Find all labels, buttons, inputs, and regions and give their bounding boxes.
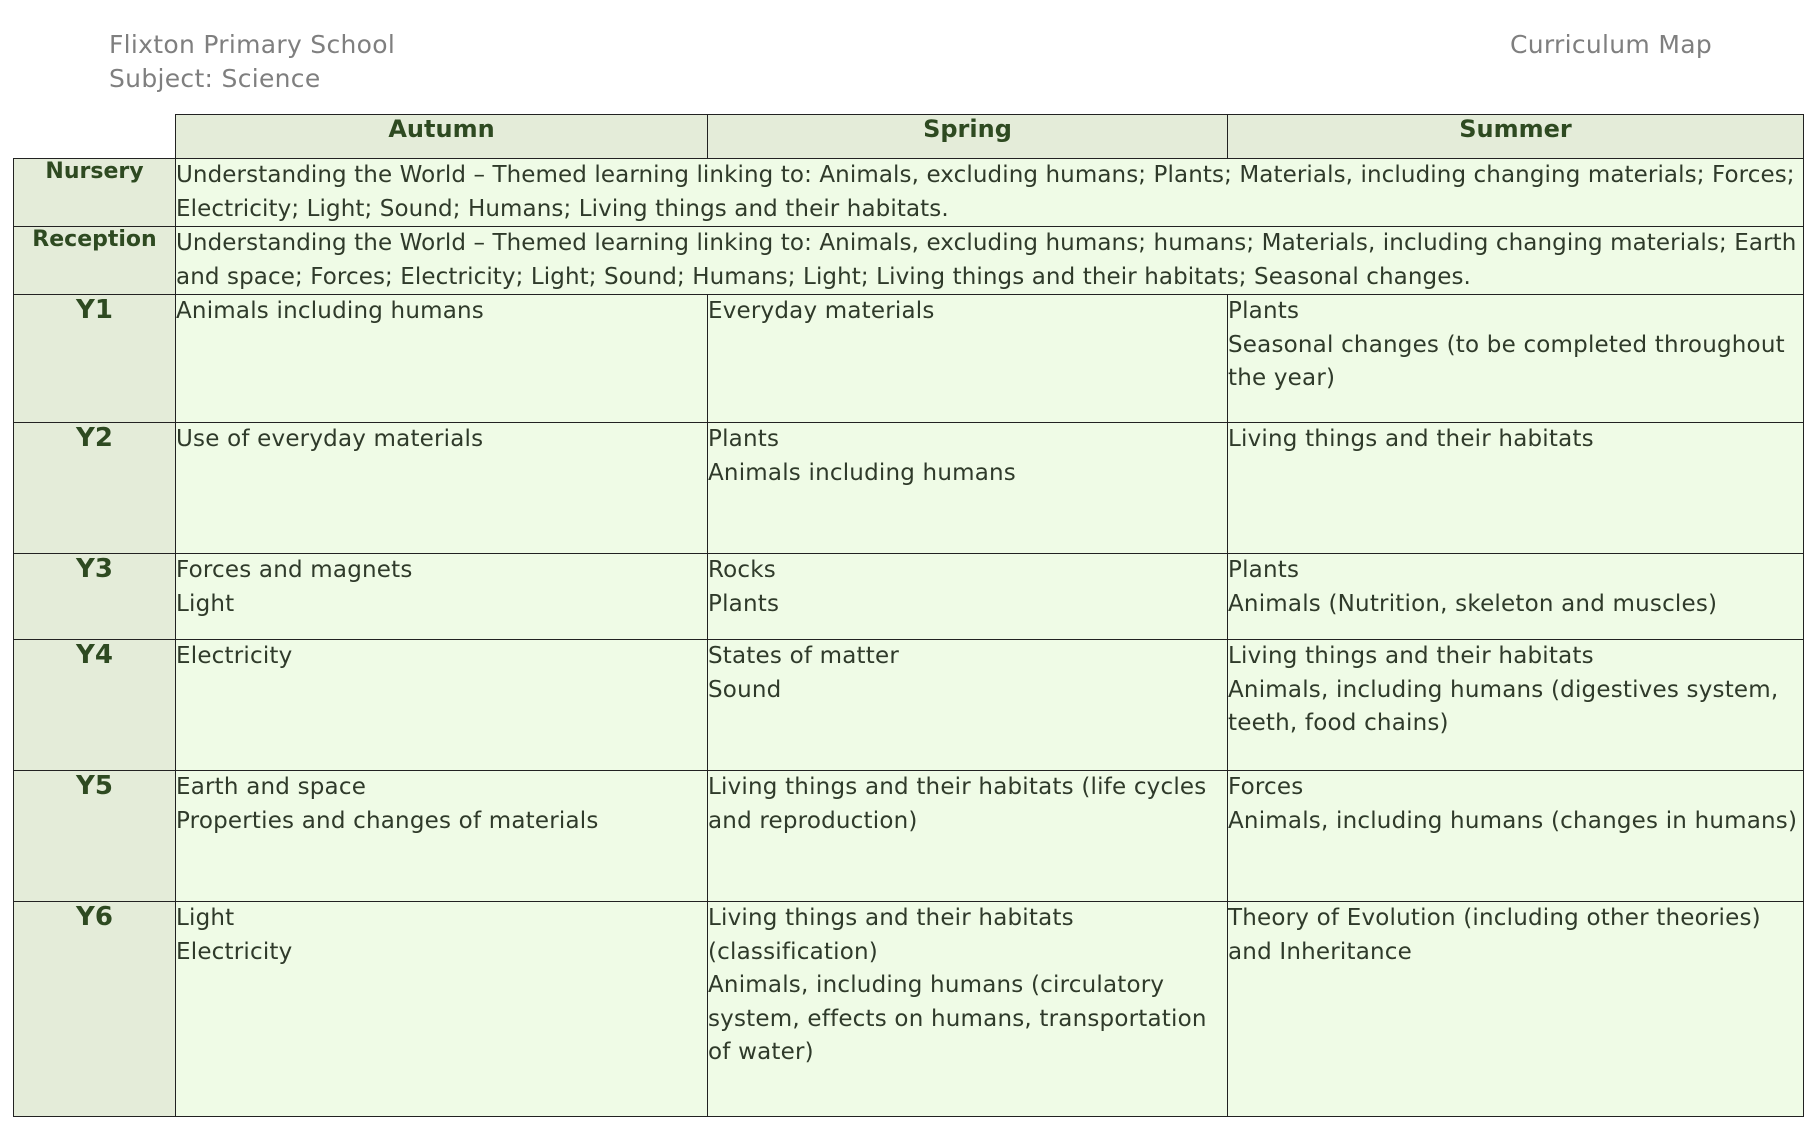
y3-summer-cell: [1228, 554, 1804, 640]
topic-item: Living things and their habitats (life cycles and reproduction): [708, 774, 1207, 834]
topic-item: Animals, including humans (circulatory system, effects on humans, transportation of water): [708, 972, 1207, 1065]
row-label-y4: Y4: [14, 640, 176, 771]
school-name: Flixton Primary School: [109, 30, 396, 59]
y5-summer-cell: [1228, 771, 1804, 902]
curriculum-table: [13, 114, 1804, 1117]
topic-item: Animals including humans: [176, 298, 484, 324]
topic-item: Everyday materials: [708, 298, 935, 324]
topic-item: Seasonal changes (to be completed throughout the year): [1228, 331, 1785, 391]
row-label-y1: Y1: [14, 295, 176, 423]
topic-item: Light: [176, 590, 235, 617]
subject-label: Subject: Science: [109, 64, 321, 93]
y5-autumn-cell: [176, 771, 708, 902]
y2-autumn-cell: [176, 423, 708, 554]
nursery-themes: Understanding the World – Themed learning linking to: Animals, excluding humans; Plants; Materials, including changing materials; Forces; Electricity; Light; Sound; Humans; Living things and their habitats.: [176, 159, 1804, 227]
topic-item: Electricity: [176, 938, 293, 965]
y3-spring-cell: [708, 554, 1228, 640]
y2-spring-cell: [708, 423, 1228, 554]
topic-item: Plants: [708, 426, 780, 452]
y4-autumn-cell: [176, 640, 708, 771]
y6-spring-cell: [708, 902, 1228, 1117]
row-label-y2: Y2: [14, 423, 176, 554]
season-header-row: [14, 115, 1804, 159]
season-header-autumn: Autumn: [176, 115, 708, 159]
y6-summer-cell: [1228, 902, 1804, 1117]
y1-spring-cell: [708, 295, 1228, 423]
topic-item: Plants: [1228, 298, 1300, 324]
topic-item: Theory of Evolution (including other theories) and Inheritance: [1228, 905, 1761, 965]
topic-item: Plants: [708, 590, 780, 617]
topic-item: Rocks: [708, 557, 776, 583]
y2-summer-cell: [1228, 423, 1804, 554]
topic-item: Electricity: [176, 643, 293, 669]
y4-spring-cell: [708, 640, 1228, 771]
reception-themes: Understanding the World – Themed learning linking to: Animals, excluding humans; humans; Materials, including changing materials; Earth and space; Forces; Electricity; Light; Sound; Humans; Light; Living things and their habitats; Seasonal changes.: [176, 227, 1804, 295]
row-y4: [14, 640, 1804, 771]
topic-item: Sound: [708, 676, 782, 703]
topic-item: Plants: [1228, 557, 1300, 583]
topic-item: Living things and their habitats: [1228, 643, 1594, 669]
row-y2: [14, 423, 1804, 554]
topic-item: Properties and changes of materials: [176, 807, 599, 834]
topic-item: Light: [176, 905, 235, 931]
topic-item: Animals (Nutrition, skeleton and muscles): [1228, 590, 1718, 617]
y1-autumn-cell: [176, 295, 708, 423]
topic-item: States of matter: [708, 643, 899, 669]
topic-item: Animals, including humans (digestives system, teeth, food chains): [1228, 676, 1779, 736]
row-label-reception: Reception: [14, 227, 176, 295]
y3-autumn-cell: [176, 554, 708, 640]
document-title: Curriculum Map: [1509, 30, 1712, 59]
season-header-spring: Spring: [708, 115, 1228, 159]
topic-item: Forces and magnets: [176, 557, 413, 583]
y6-autumn-cell: [176, 902, 708, 1117]
row-y6: [14, 902, 1804, 1117]
topic-item: Use of everyday materials: [176, 426, 484, 452]
row-label-y6: Y6: [14, 902, 176, 1117]
topic-item: Animals including humans: [708, 459, 1016, 486]
row-y5: [14, 771, 1804, 902]
topic-item: Forces: [1228, 774, 1304, 800]
topic-item: Living things and their habitats (classification): [708, 905, 1074, 965]
row-label-nursery: Nursery: [14, 159, 176, 227]
season-header-summer: Summer: [1228, 115, 1804, 159]
y4-summer-cell: [1228, 640, 1804, 771]
row-nursery: [14, 159, 1804, 227]
topic-item: Earth and space: [176, 774, 367, 800]
row-reception: [14, 227, 1804, 295]
row-label-y5: Y5: [14, 771, 176, 902]
y5-spring-cell: [708, 771, 1228, 902]
row-y3: [14, 554, 1804, 640]
y1-summer-cell: [1228, 295, 1804, 423]
topic-item: Living things and their habitats: [1228, 426, 1594, 452]
row-y1: [14, 295, 1804, 423]
corner-cell: [14, 115, 176, 159]
row-label-y3: Y3: [14, 554, 176, 640]
topic-item: Animals, including humans (changes in humans): [1228, 807, 1798, 834]
